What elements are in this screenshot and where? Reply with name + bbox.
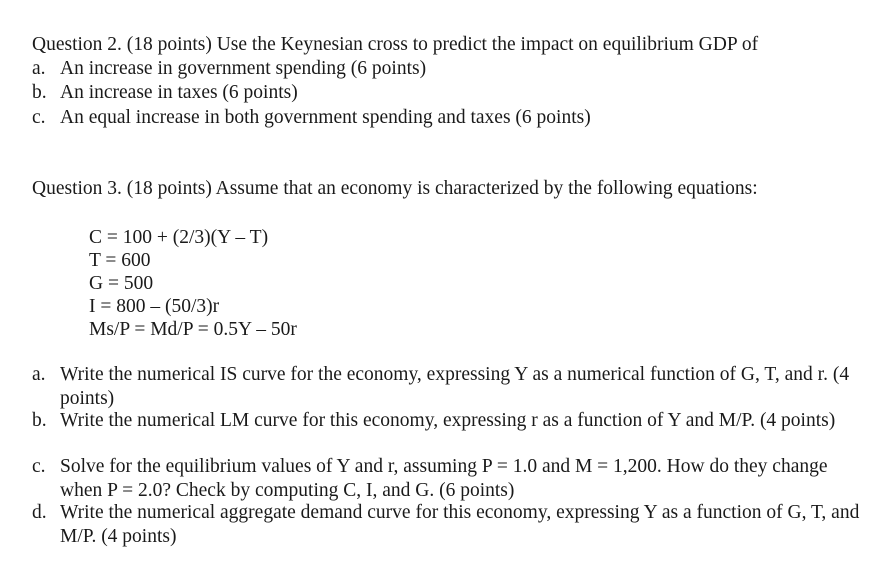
item-marker: b. bbox=[32, 410, 47, 431]
item-marker: d. bbox=[32, 502, 47, 523]
item-marker: b. bbox=[32, 82, 47, 103]
item-text: An increase in government spending (6 points) bbox=[60, 58, 427, 79]
equation-money-market: Ms/P = Md/P = 0.5Y – 50r bbox=[89, 319, 297, 340]
equation-consumption: C = 100 + (2/3)(Y – T) bbox=[89, 227, 269, 248]
question-3-heading: Question 3. (18 points) Assume that an economy is characterized by the following equations: bbox=[32, 178, 758, 199]
equation-taxes: T = 600 bbox=[89, 250, 151, 271]
item-text: Write the numerical LM curve for this economy, expressing r as a function of Y and M/P. (4 points) bbox=[60, 410, 836, 431]
equation-investment: I = 800 – (50/3)r bbox=[89, 296, 220, 317]
item-marker: c. bbox=[32, 107, 46, 128]
item-text: Write the numerical IS curve for the economy, expressing Y as a numerical function of G, T, and r. (4 points) bbox=[60, 364, 850, 409]
item-text: An equal increase in both government spending and taxes (6 points) bbox=[60, 107, 591, 128]
item-marker: c. bbox=[32, 456, 46, 477]
question-2-heading: Question 2. (18 points) Use the Keynesian cross to predict the impact on equilibrium GDP of bbox=[32, 34, 759, 55]
equation-government: G = 500 bbox=[89, 273, 154, 294]
item-text: Solve for the equilibrium values of Y and r, assuming P = 1.0 and M = 1,200. How do they change when P = 2.0? Check by computing C, I, and G. (6 points) bbox=[60, 456, 828, 501]
item-text: An increase in taxes (6 points) bbox=[60, 82, 298, 103]
item-marker: a. bbox=[32, 58, 46, 79]
item-marker: a. bbox=[32, 364, 46, 385]
item-text: Write the numerical aggregate demand curve for this economy, expressing Y as a function of G, T, and M/P. (4 points) bbox=[60, 502, 860, 547]
